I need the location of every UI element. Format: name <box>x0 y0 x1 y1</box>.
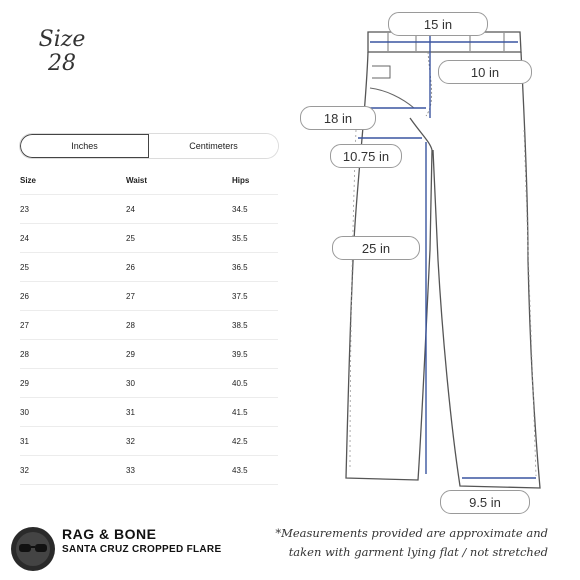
cell-waist: 33 <box>126 466 135 475</box>
front-pocket <box>370 88 414 108</box>
table-row <box>20 224 278 253</box>
cell-waist: 24 <box>126 205 135 214</box>
cell-size: 23 <box>20 205 29 214</box>
unit-toggle <box>20 134 278 158</box>
cell-size: 26 <box>20 292 29 301</box>
table-row <box>20 311 278 340</box>
brand-logo <box>10 526 56 572</box>
inches-tab[interactable]: Inches <box>20 134 149 158</box>
cell-size: 30 <box>20 408 29 417</box>
table-row <box>20 398 278 427</box>
cell-waist: 29 <box>126 350 135 359</box>
table-row <box>20 456 278 485</box>
cell-size: 32 <box>20 466 29 475</box>
fly-stitch <box>426 52 432 116</box>
cell-waist: 32 <box>126 437 135 446</box>
cell-waist: 27 <box>126 292 135 301</box>
measurement-note: *Measurements provided are approximate and taken with garment lying flat / not stretched <box>275 526 548 559</box>
cell-waist: 31 <box>126 408 135 417</box>
leg-opening-measure-label: 9.5 in <box>440 490 530 514</box>
table-header-row <box>20 166 278 195</box>
inseam-measure-label: 25 in <box>332 236 420 260</box>
coin-pocket <box>372 66 390 78</box>
waist-measure-label: 15 in <box>388 12 488 36</box>
thigh-measure-label: 10.75 in <box>330 144 402 168</box>
centimeters-tab[interactable]: Centimeters <box>149 134 278 158</box>
crotch-seam <box>410 118 432 150</box>
cell-size: 24 <box>20 234 29 243</box>
table-row <box>20 282 278 311</box>
table-row <box>20 369 278 398</box>
jeans-diagram <box>290 0 580 520</box>
table-row <box>20 195 278 224</box>
size-heading <box>32 28 92 76</box>
cell-waist: 28 <box>126 321 135 330</box>
cell-hips: 34.5 <box>232 205 248 214</box>
header-hips: Hips <box>232 176 250 185</box>
header-waist: Waist <box>126 176 148 185</box>
rise-measure-label: 10 in <box>438 60 532 84</box>
cell-hips: 41.5 <box>232 408 248 417</box>
size-table <box>20 166 278 485</box>
seam-stitch <box>350 130 536 476</box>
cell-hips: 35.5 <box>232 234 248 243</box>
cell-waist: 30 <box>126 379 135 388</box>
table-row <box>20 253 278 282</box>
cell-hips: 43.5 <box>232 466 248 475</box>
size-value: 28 <box>48 51 76 76</box>
brand-model: SANTA CRUZ CROPPED FLARE <box>62 544 222 555</box>
size-label: Size <box>38 27 86 52</box>
cell-hips: 38.5 <box>232 321 248 330</box>
cell-size: 27 <box>20 321 29 330</box>
table-row <box>20 427 278 456</box>
cell-hips: 39.5 <box>232 350 248 359</box>
cell-hips: 40.5 <box>232 379 248 388</box>
cell-waist: 25 <box>126 234 135 243</box>
cell-hips: 36.5 <box>232 263 248 272</box>
sunglasses-logo-icon <box>10 526 56 572</box>
hip-measure-label: 18 in <box>300 106 376 130</box>
header-size: Size <box>20 176 37 185</box>
cell-size: 25 <box>20 263 29 272</box>
brand-name: RAG & BONE <box>62 526 157 542</box>
jeans-outline-svg <box>290 0 580 520</box>
table-row <box>20 340 278 369</box>
cell-waist: 26 <box>126 263 135 272</box>
cell-size: 28 <box>20 350 29 359</box>
cell-hips: 37.5 <box>232 292 248 301</box>
cell-hips: 42.5 <box>232 437 248 446</box>
cell-size: 29 <box>20 379 29 388</box>
cell-size: 31 <box>20 437 29 446</box>
